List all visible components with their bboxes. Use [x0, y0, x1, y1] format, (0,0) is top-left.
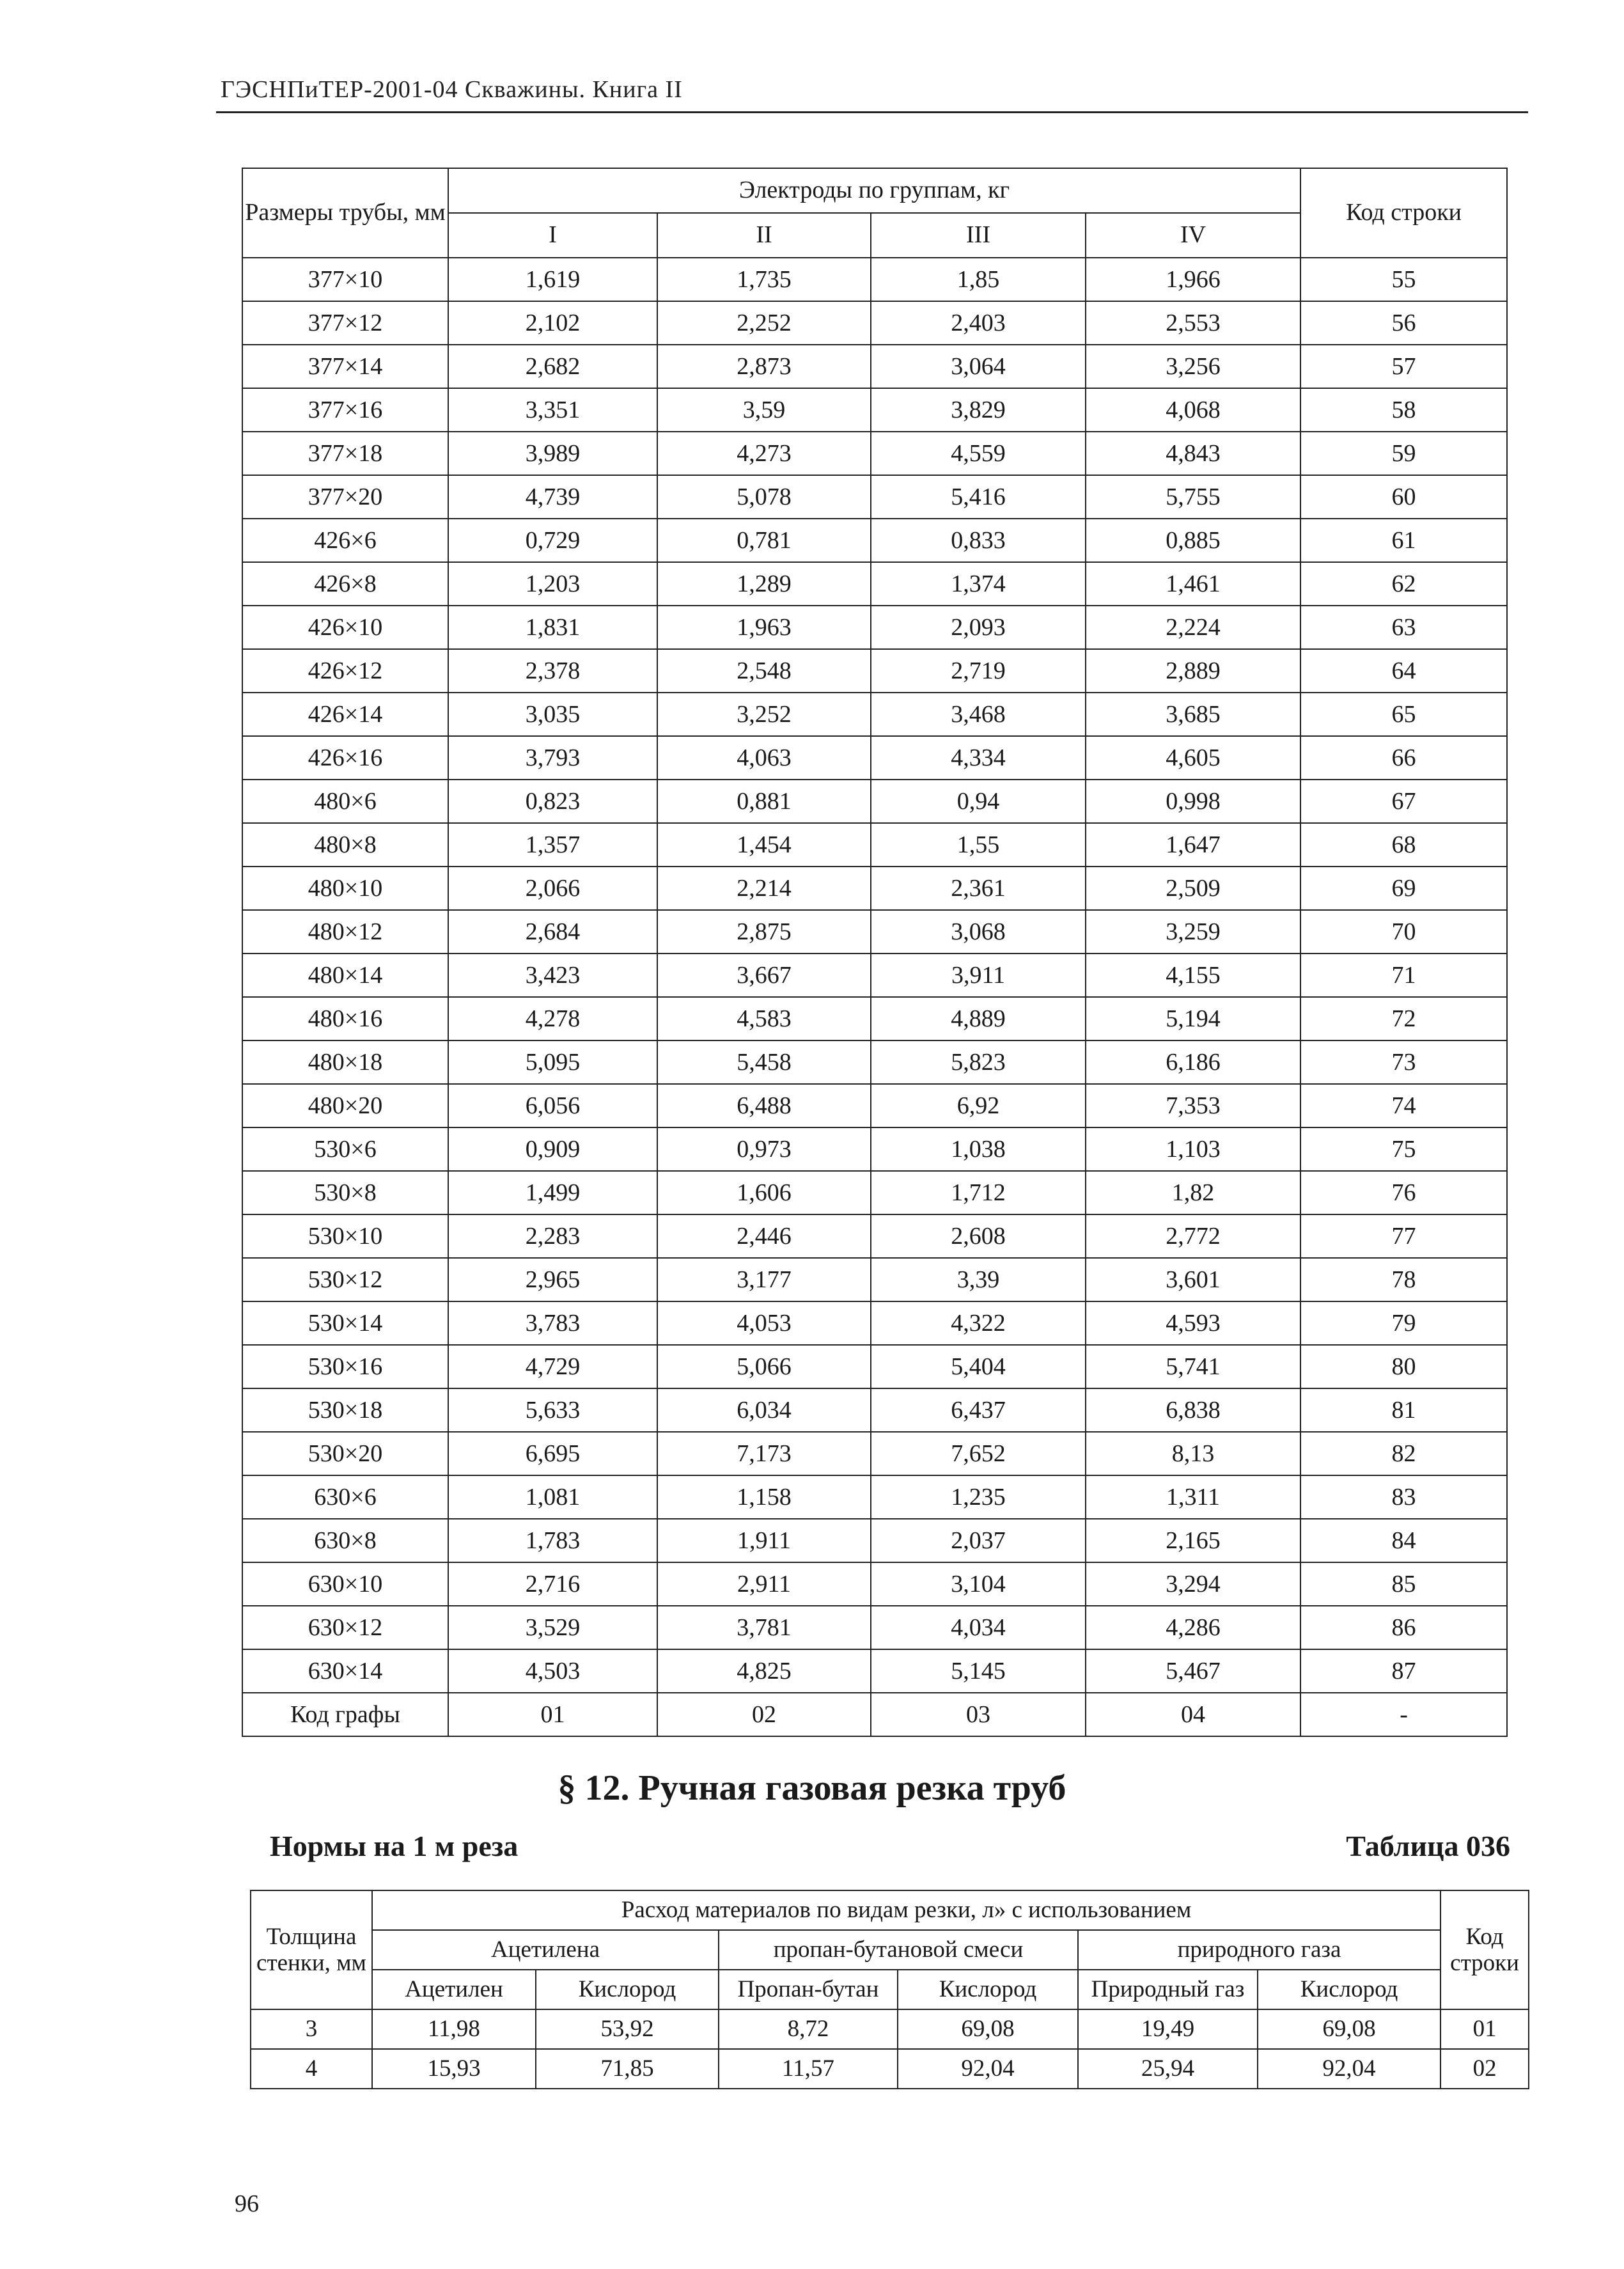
table-cell: 60: [1300, 475, 1507, 519]
table-cell: 6,838: [1086, 1388, 1300, 1432]
table-cell: 2,252: [657, 301, 871, 345]
table-cell: 85: [1300, 1562, 1507, 1606]
table-cell: 92,04: [1258, 2049, 1441, 2089]
table-cell: 3,829: [871, 388, 1086, 432]
wall-thickness-header: Толщина стенки, мм: [251, 1890, 372, 2009]
table-cell: 2,553: [1086, 301, 1300, 345]
table-cell: 1,831: [448, 606, 657, 649]
table-cell: 2,361: [871, 867, 1086, 910]
table-cell: 5,458: [657, 1040, 871, 1084]
table-cell: 2,875: [657, 910, 871, 954]
table-cell: 3,256: [1086, 345, 1300, 388]
table-row: [242, 867, 1507, 910]
table-cell: 0,909: [448, 1127, 657, 1171]
table-cell: 68: [1300, 823, 1507, 867]
table-cell: 5,404: [871, 1345, 1086, 1388]
table-cell: 4,278: [448, 997, 657, 1040]
table-cell: 426×8: [242, 562, 448, 606]
table-cell: 1,461: [1086, 562, 1300, 606]
table-cell: 5,078: [657, 475, 871, 519]
table-cell: 5,741: [1086, 1345, 1300, 1388]
table-cell: 3,035: [448, 693, 657, 736]
table-cell: 3,911: [871, 954, 1086, 997]
table-cell: 630×14: [242, 1649, 448, 1693]
table-cell: 63: [1300, 606, 1507, 649]
table-cell: 1,963: [657, 606, 871, 649]
table-cell: 4,583: [657, 997, 871, 1040]
table-cell: 530×14: [242, 1301, 448, 1345]
table-cell: 65: [1300, 693, 1507, 736]
table-cell: 2,889: [1086, 649, 1300, 693]
gas-cutting-table: [250, 1890, 1529, 2089]
table-cell: 76: [1300, 1171, 1507, 1214]
table-cell: 530×6: [242, 1127, 448, 1171]
table-row: [242, 954, 1507, 997]
header-rule: [216, 111, 1528, 113]
table-cell: 5,823: [871, 1040, 1086, 1084]
table-cell: 3,423: [448, 954, 657, 997]
table-row: [242, 258, 1507, 301]
table-row: [242, 780, 1507, 823]
table-cell: 73: [1300, 1040, 1507, 1084]
table-cell: 1,55: [871, 823, 1086, 867]
table-cell: 81: [1300, 1388, 1507, 1432]
table-cell: 377×12: [242, 301, 448, 345]
table-cell: 6,92: [871, 1084, 1086, 1127]
table-cell: 480×6: [242, 780, 448, 823]
table-cell: 7,353: [1086, 1084, 1300, 1127]
running-title: ГЭСНПиТЕР-2001-04 Скважины. Книга II: [221, 76, 683, 103]
table-cell: 1,203: [448, 562, 657, 606]
table-cell: 3,989: [448, 432, 657, 475]
table-cell: 3,252: [657, 693, 871, 736]
table-cell: 66: [1300, 736, 1507, 780]
table-row: [242, 345, 1507, 388]
table-cell: 530×8: [242, 1171, 448, 1214]
page-number: 96: [235, 2190, 259, 2217]
table-cell: 4,843: [1086, 432, 1300, 475]
table-cell: 1,103: [1086, 1127, 1300, 1171]
table-cell: 0,998: [1086, 780, 1300, 823]
table-cell: 2,066: [448, 867, 657, 910]
table-row: [242, 1649, 1507, 1693]
table-row: [242, 301, 1507, 345]
table-cell: 2,446: [657, 1214, 871, 1258]
acetylene-group-header: Ацетилена: [372, 1930, 719, 1970]
table-cell: 630×6: [242, 1475, 448, 1519]
table-row: [242, 562, 1507, 606]
table-cell: 7,652: [871, 1432, 1086, 1475]
table-cell: 64: [1300, 649, 1507, 693]
table-row: [242, 1432, 1507, 1475]
table-cell: 25,94: [1078, 2049, 1258, 2089]
table-cell: 3,068: [871, 910, 1086, 954]
table-cell: 78: [1300, 1258, 1507, 1301]
electrode-group-header: Электроды по группам, кг: [448, 168, 1300, 213]
table-cell: 530×18: [242, 1388, 448, 1432]
table-cell: 6,695: [448, 1432, 657, 1475]
table-cell: 6,186: [1086, 1040, 1300, 1084]
table-row: [242, 910, 1507, 954]
table-cell: 0,881: [657, 780, 871, 823]
table-cell: 5,416: [871, 475, 1086, 519]
table-cell: 2,965: [448, 1258, 657, 1301]
table-cell: 426×12: [242, 649, 448, 693]
table-cell: 4,286: [1086, 1606, 1300, 1649]
table-cell: 3,351: [448, 388, 657, 432]
table-cell: 3: [251, 2009, 372, 2049]
table-cell: 2,772: [1086, 1214, 1300, 1258]
table-cell: 2,911: [657, 1562, 871, 1606]
table-cell: 2,283: [448, 1214, 657, 1258]
column-code-5: -: [1300, 1693, 1507, 1736]
column-code-1: 01: [448, 1693, 657, 1736]
table-cell: 4,605: [1086, 736, 1300, 780]
table-cell: 55: [1300, 258, 1507, 301]
table-cell: 6,056: [448, 1084, 657, 1127]
table-cell: 4,825: [657, 1649, 871, 1693]
table-cell: 3,685: [1086, 693, 1300, 736]
table-row: [242, 1214, 1507, 1258]
table-cell: 4,155: [1086, 954, 1300, 997]
table-cell: 630×10: [242, 1562, 448, 1606]
table-cell: 02: [1441, 2049, 1529, 2089]
table-cell: 426×6: [242, 519, 448, 562]
table-cell: 82: [1300, 1432, 1507, 1475]
propane-group-header: пропан-бутановой смеси: [719, 1930, 1078, 1970]
table-cell: 377×14: [242, 345, 448, 388]
table-cell: 530×16: [242, 1345, 448, 1388]
column-code-3: 03: [871, 1693, 1086, 1736]
table-cell: 2,224: [1086, 606, 1300, 649]
table-cell: 1,499: [448, 1171, 657, 1214]
table-cell: 92,04: [898, 2049, 1078, 2089]
table-cell: 1,606: [657, 1171, 871, 1214]
table-cell: 1,647: [1086, 823, 1300, 867]
table-cell: 630×12: [242, 1606, 448, 1649]
table-cell: 1,038: [871, 1127, 1086, 1171]
table-row: [242, 1040, 1507, 1084]
table-cell: 8,13: [1086, 1432, 1300, 1475]
table-cell: 480×8: [242, 823, 448, 867]
table-row: [242, 432, 1507, 475]
sub-header-oxygen-3: Кислород: [1258, 1970, 1441, 2009]
table-cell: 377×20: [242, 475, 448, 519]
table-cell: 3,601: [1086, 1258, 1300, 1301]
table-cell: 480×16: [242, 997, 448, 1040]
table-cell: 1,735: [657, 258, 871, 301]
table-cell: 1,374: [871, 562, 1086, 606]
table-row: [242, 519, 1507, 562]
table-cell: 426×16: [242, 736, 448, 780]
table-cell: 4,503: [448, 1649, 657, 1693]
sub-header-natural-gas: Природный газ: [1078, 1970, 1258, 2009]
table-cell: 2,716: [448, 1562, 657, 1606]
table-cell: 19,49: [1078, 2009, 1258, 2049]
table-cell: 4,593: [1086, 1301, 1300, 1345]
table-number: Таблица 036: [1346, 1830, 1510, 1862]
table-row: [242, 475, 1507, 519]
table-cell: 480×14: [242, 954, 448, 997]
table-cell: 3,781: [657, 1606, 871, 1649]
table-cell: 87: [1300, 1649, 1507, 1693]
natural-gas-group-header: природного газа: [1078, 1930, 1441, 1970]
table-cell: 69: [1300, 867, 1507, 910]
table-cell: 3,064: [871, 345, 1086, 388]
table-cell: 84: [1300, 1519, 1507, 1562]
table-cell: 4,053: [657, 1301, 871, 1345]
table-cell: 1,081: [448, 1475, 657, 1519]
table-cell: 01: [1441, 2009, 1529, 2049]
table-cell: 2,873: [657, 345, 871, 388]
table-cell: 630×8: [242, 1519, 448, 1562]
table-cell: 3,59: [657, 388, 871, 432]
section-title: § 12. Ручная газовая резка труб: [558, 1768, 1066, 1808]
table-cell: 3,667: [657, 954, 871, 997]
table-cell: 480×18: [242, 1040, 448, 1084]
table-cell: 1,454: [657, 823, 871, 867]
table-cell: 69,08: [898, 2009, 1078, 2049]
table-row: [251, 2049, 1529, 2089]
table-row: [242, 736, 1507, 780]
table-cell: 7,173: [657, 1432, 871, 1475]
table-cell: 71: [1300, 954, 1507, 997]
table-cell: 2,548: [657, 649, 871, 693]
sub-header-acetylene: Ацетилен: [372, 1970, 536, 2009]
table-cell: 377×18: [242, 432, 448, 475]
table-cell: 0,833: [871, 519, 1086, 562]
table-cell: 4,739: [448, 475, 657, 519]
table-cell: 3,177: [657, 1258, 871, 1301]
table-cell: 4: [251, 2049, 372, 2089]
table-cell: 3,294: [1086, 1562, 1300, 1606]
sub-header-propane: Пропан-бутан: [719, 1970, 898, 2009]
table-cell: 3,468: [871, 693, 1086, 736]
table-row: [242, 1606, 1507, 1649]
table-cell: 2,378: [448, 649, 657, 693]
table-cell: 1,85: [871, 258, 1086, 301]
column-code-label: Код графы: [242, 1693, 448, 1736]
table-cell: 3,783: [448, 1301, 657, 1345]
group-1-header: I: [448, 213, 657, 258]
table-cell: 2,719: [871, 649, 1086, 693]
group-4-header: IV: [1086, 213, 1300, 258]
table-cell: 53,92: [536, 2009, 719, 2049]
table-row: [242, 1519, 1507, 1562]
table-cell: 0,781: [657, 519, 871, 562]
table-cell: 2,102: [448, 301, 657, 345]
table-row: [242, 1562, 1507, 1606]
table-cell: 1,158: [657, 1475, 871, 1519]
table-cell: 4,559: [871, 432, 1086, 475]
column-code-4: 04: [1086, 1693, 1300, 1736]
electrodes-table: [242, 168, 1508, 1737]
table-cell: 3,529: [448, 1606, 657, 1649]
table-row: [242, 1301, 1507, 1345]
table-cell: 4,063: [657, 736, 871, 780]
table-cell: 480×12: [242, 910, 448, 954]
table-cell: 530×20: [242, 1432, 448, 1475]
table-cell: 4,273: [657, 432, 871, 475]
table-cell: 5,145: [871, 1649, 1086, 1693]
row-code-header: Код строки: [1300, 168, 1507, 258]
table-cell: 8,72: [719, 2009, 898, 2049]
group-3-header: III: [871, 213, 1086, 258]
table-cell: 530×12: [242, 1258, 448, 1301]
table-cell: 2,684: [448, 910, 657, 954]
norms-caption: Нормы на 1 м реза: [270, 1830, 519, 1862]
table-cell: 5,095: [448, 1040, 657, 1084]
table-row: [242, 606, 1507, 649]
table-cell: 72: [1300, 997, 1507, 1040]
pipe-size-header: Размеры трубы, мм: [242, 168, 448, 258]
table-cell: 56: [1300, 301, 1507, 345]
table-cell: 70: [1300, 910, 1507, 954]
table-cell: 67: [1300, 780, 1507, 823]
table-cell: 2,509: [1086, 867, 1300, 910]
table-cell: 2,403: [871, 301, 1086, 345]
table-cell: 58: [1300, 388, 1507, 432]
table-cell: 6,437: [871, 1388, 1086, 1432]
column-code-2: 02: [657, 1693, 871, 1736]
table-cell: 2,037: [871, 1519, 1086, 1562]
table-cell: 79: [1300, 1301, 1507, 1345]
table-cell: 71,85: [536, 2049, 719, 2089]
table-cell: 80: [1300, 1345, 1507, 1388]
table-cell: 2,682: [448, 345, 657, 388]
table-cell: 15,93: [372, 2049, 536, 2089]
table-cell: 11,57: [719, 2049, 898, 2089]
table-cell: 3,39: [871, 1258, 1086, 1301]
table-row: [242, 997, 1507, 1040]
table-cell: 3,104: [871, 1562, 1086, 1606]
table-row: [242, 1127, 1507, 1171]
table-cell: 2,608: [871, 1214, 1086, 1258]
table-row: [242, 1258, 1507, 1301]
table-cell: 5,066: [657, 1345, 871, 1388]
table-cell: 2,093: [871, 606, 1086, 649]
table-cell: 4,034: [871, 1606, 1086, 1649]
table-cell: 4,334: [871, 736, 1086, 780]
table-cell: 77: [1300, 1214, 1507, 1258]
table-row: [242, 1171, 1507, 1214]
table-cell: 480×20: [242, 1084, 448, 1127]
table-cell: 1,712: [871, 1171, 1086, 1214]
table-cell: 530×10: [242, 1214, 448, 1258]
table-cell: 426×14: [242, 693, 448, 736]
table-cell: 2,214: [657, 867, 871, 910]
table-cell: 1,235: [871, 1475, 1086, 1519]
column-code-row: [242, 1693, 1507, 1736]
row-code-header-2: Код строки: [1441, 1890, 1529, 2009]
table-row: [242, 1475, 1507, 1519]
table-cell: 57: [1300, 345, 1507, 388]
table-cell: 4,068: [1086, 388, 1300, 432]
table-cell: 5,467: [1086, 1649, 1300, 1693]
table-cell: 69,08: [1258, 2009, 1441, 2049]
table-cell: 5,194: [1086, 997, 1300, 1040]
sub-header-oxygen-1: Кислород: [536, 1970, 719, 2009]
table-cell: 3,259: [1086, 910, 1300, 954]
table-cell: 11,98: [372, 2009, 536, 2049]
group-2-header: II: [657, 213, 871, 258]
table-cell: 0,94: [871, 780, 1086, 823]
material-usage-header: Расход материалов по видам резки, л» с использованием: [372, 1890, 1441, 1930]
table-cell: 3,793: [448, 736, 657, 780]
table-cell: 4,729: [448, 1345, 657, 1388]
table-cell: 1,289: [657, 562, 871, 606]
sub-header-oxygen-2: Кислород: [898, 1970, 1078, 2009]
table-cell: 1,357: [448, 823, 657, 867]
table-row: [242, 649, 1507, 693]
table-cell: 1,783: [448, 1519, 657, 1562]
table-cell: 1,619: [448, 258, 657, 301]
table-cell: 75: [1300, 1127, 1507, 1171]
table-cell: 4,322: [871, 1301, 1086, 1345]
table-cell: 0,885: [1086, 519, 1300, 562]
table-cell: 6,034: [657, 1388, 871, 1432]
table-cell: 74: [1300, 1084, 1507, 1127]
table-cell: 1,82: [1086, 1171, 1300, 1214]
table-row: [242, 1345, 1507, 1388]
table-row: [242, 1084, 1507, 1127]
table-cell: 426×10: [242, 606, 448, 649]
table-cell: 5,755: [1086, 475, 1300, 519]
table-cell: 62: [1300, 562, 1507, 606]
table-cell: 6,488: [657, 1084, 871, 1127]
table-cell: 480×10: [242, 867, 448, 910]
table-row: [242, 388, 1507, 432]
table-cell: 2,165: [1086, 1519, 1300, 1562]
table-cell: 0,973: [657, 1127, 871, 1171]
table-cell: 1,911: [657, 1519, 871, 1562]
table-row: [251, 2009, 1529, 2049]
table-row: [242, 693, 1507, 736]
table-cell: 61: [1300, 519, 1507, 562]
table-row: [242, 1388, 1507, 1432]
table-cell: 0,823: [448, 780, 657, 823]
table-cell: 377×16: [242, 388, 448, 432]
table-cell: 1,966: [1086, 258, 1300, 301]
table-cell: 86: [1300, 1606, 1507, 1649]
table-cell: 83: [1300, 1475, 1507, 1519]
table-cell: 1,311: [1086, 1475, 1300, 1519]
table-cell: 377×10: [242, 258, 448, 301]
table-cell: 5,633: [448, 1388, 657, 1432]
table-cell: 4,889: [871, 997, 1086, 1040]
table-cell: 59: [1300, 432, 1507, 475]
table-cell: 0,729: [448, 519, 657, 562]
table-row: [242, 823, 1507, 867]
